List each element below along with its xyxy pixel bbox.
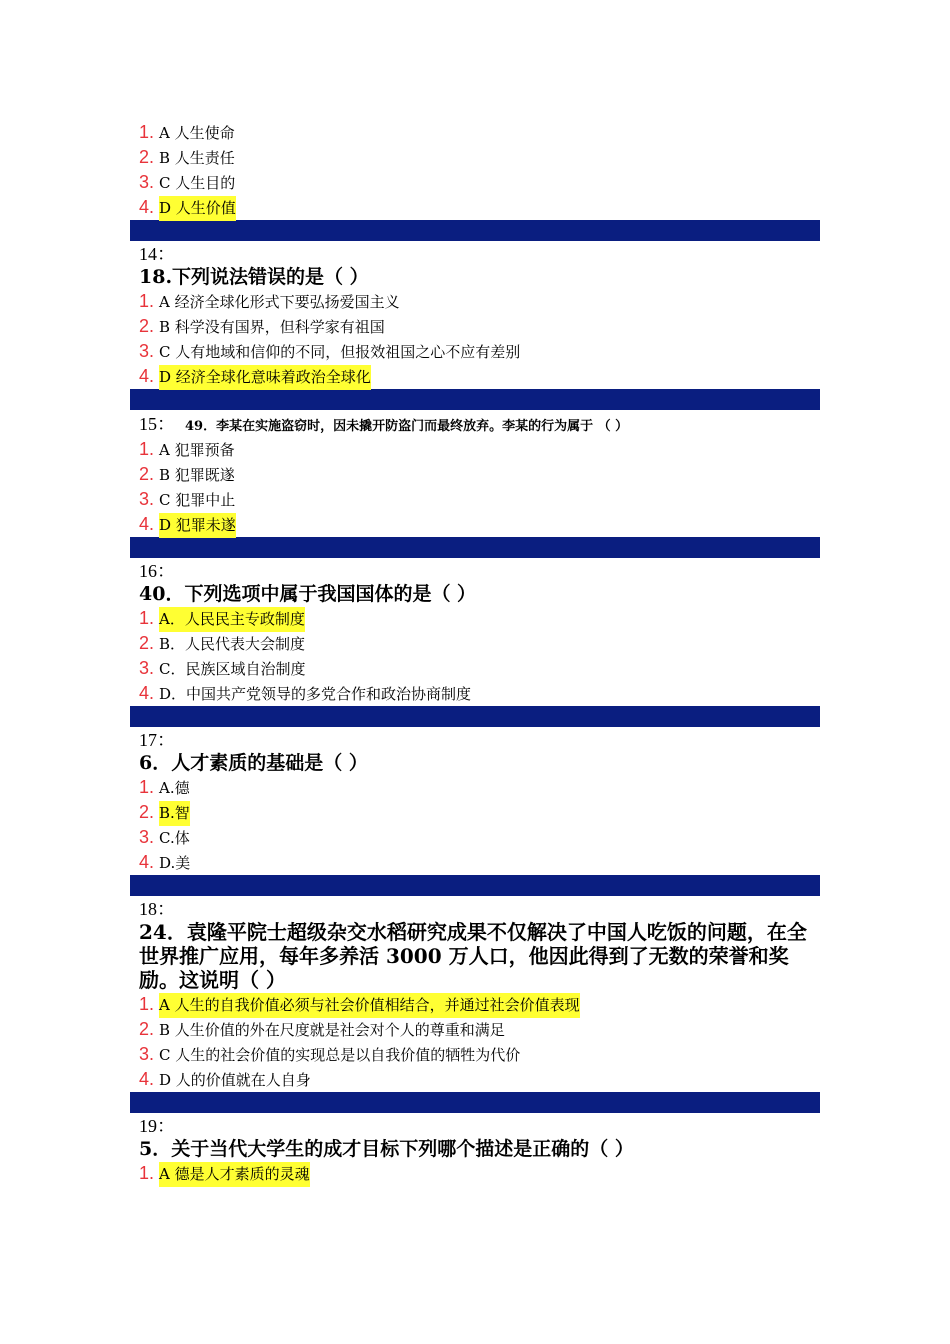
option-text: B 人生责任 — [159, 149, 235, 167]
option-row[interactable] — [130, 1017, 820, 1042]
option-number: 2. — [139, 316, 155, 336]
option-number: 1. — [139, 608, 155, 628]
option-row[interactable] — [130, 512, 820, 537]
option-text-highlighted: A 人生的自我价值必须与社会价值相结合，并通过社会价值表现 — [159, 993, 580, 1018]
option-text: B 犯罪既遂 — [159, 466, 235, 484]
question-text: 18.下列说法错误的是（ ） — [139, 266, 369, 288]
option-number: 4. — [139, 852, 155, 872]
option-number: 3. — [139, 1044, 155, 1064]
option-number: 1. — [139, 439, 155, 459]
option-number: 3. — [139, 489, 155, 509]
option-number: 2. — [139, 802, 155, 822]
option-row[interactable] — [130, 145, 820, 170]
option-row[interactable] — [130, 364, 820, 389]
option-text: A 人生使命 — [159, 124, 235, 142]
option-row[interactable] — [130, 289, 820, 314]
option-text: B 人生价值的外在尺度就是社会对个人的尊重和满足 — [159, 1021, 505, 1039]
option-text: C 人生目的 — [159, 174, 236, 192]
option-text: A 经济全球化形式下要弘扬爱国主义 — [159, 293, 400, 311]
option-text-highlighted: B.智 — [159, 801, 190, 826]
option-row[interactable] — [130, 437, 820, 462]
option-text-highlighted: D 经济全球化意味着政治全球化 — [159, 365, 371, 390]
option-text: C．民族区域自治制度 — [159, 660, 306, 678]
option-row[interactable] — [130, 339, 820, 364]
option-text: B．人民代表大会制度 — [159, 635, 306, 653]
separator-bar — [130, 875, 820, 896]
option-number: 3. — [139, 172, 155, 192]
option-number: 4. — [139, 683, 155, 703]
option-text-highlighted: D 人生价值 — [159, 196, 236, 221]
option-number: 3. — [139, 341, 155, 361]
option-number: 1. — [139, 291, 155, 311]
question-header — [130, 412, 820, 437]
option-number: 4. — [139, 1069, 155, 1089]
question-text: 5．关于当代大学生的成才目标下列哪个描述是正确的（ ） — [139, 1138, 634, 1160]
question-number: 15： — [139, 414, 175, 434]
option-row[interactable] — [130, 656, 820, 681]
question-17 — [130, 729, 820, 875]
option-number: 3. — [139, 658, 155, 678]
question-number: 19： — [139, 1116, 175, 1136]
option-row[interactable] — [130, 1042, 820, 1067]
separator-bar — [130, 537, 820, 558]
question-text: 6．人才素质的基础是（ ） — [139, 752, 368, 774]
option-number: 1. — [139, 994, 155, 1014]
option-text: A 犯罪预备 — [159, 441, 235, 459]
option-text: C 人有地域和信仰的不同，但报效祖国之心不应有差别 — [159, 343, 521, 361]
question-13-options — [130, 120, 820, 220]
quiz-document — [130, 120, 820, 1186]
question-text: 49．李某在实施盗窃时，因未撬开防盗门而最终放弃。李某的行为属于 （ ） — [185, 419, 629, 434]
option-row[interactable] — [130, 1161, 820, 1186]
separator-bar — [130, 389, 820, 410]
option-text: A.德 — [159, 779, 190, 797]
option-number: 2. — [139, 464, 155, 484]
option-row[interactable] — [130, 170, 820, 195]
option-number: 2. — [139, 633, 155, 653]
option-row[interactable] — [130, 120, 820, 145]
option-number: 3. — [139, 827, 155, 847]
option-number: 2. — [139, 147, 155, 167]
question-18 — [130, 898, 820, 1092]
question-15 — [130, 412, 820, 537]
option-row[interactable] — [130, 631, 820, 656]
option-row[interactable] — [130, 314, 820, 339]
separator-bar — [130, 706, 820, 727]
option-row[interactable] — [130, 681, 820, 706]
option-text: B 科学没有国界，但科学家有祖国 — [159, 318, 385, 336]
question-19 — [130, 1115, 820, 1186]
option-text: D.美 — [159, 854, 191, 872]
option-number: 4. — [139, 366, 155, 386]
option-text: C.体 — [159, 829, 190, 847]
separator-bar — [130, 1092, 820, 1113]
option-row[interactable] — [130, 825, 820, 850]
option-number: 4. — [139, 197, 155, 217]
question-number: 16： — [139, 561, 175, 581]
question-text: 24．袁隆平院士超级杂交水稻研究成果不仅解决了中国人吃饭的问题，在全世界推广应用，每年多养活 3000 万人口，他因此得到了无数的荣誉和奖励。这说明（ ） — [139, 920, 807, 992]
option-text: C 人生的社会价值的实现总是以自我价值的牺牲为代价 — [159, 1046, 521, 1064]
question-number: 14： — [139, 244, 175, 264]
option-row[interactable] — [130, 775, 820, 800]
option-text: D．中国共产党领导的多党合作和政治协商制度 — [159, 685, 472, 703]
option-row[interactable] — [130, 992, 820, 1017]
option-text-highlighted: D 犯罪未遂 — [159, 513, 236, 538]
question-number: 18： — [139, 899, 175, 919]
option-number: 1. — [139, 1163, 155, 1183]
option-text-highlighted: A 德是人才素质的灵魂 — [159, 1162, 310, 1187]
question-number: 17： — [139, 730, 175, 750]
option-row[interactable] — [130, 487, 820, 512]
option-row[interactable] — [130, 195, 820, 220]
option-text-highlighted: A．人民民主专政制度 — [159, 607, 305, 632]
option-text: D 人的价值就在人自身 — [159, 1071, 311, 1089]
question-14 — [130, 243, 820, 389]
separator-bar — [130, 220, 820, 241]
option-number: 2. — [139, 1019, 155, 1039]
option-number: 1. — [139, 777, 155, 797]
option-row[interactable] — [130, 1067, 820, 1092]
option-number: 1. — [139, 122, 155, 142]
option-row[interactable] — [130, 462, 820, 487]
option-text: C 犯罪中止 — [159, 491, 236, 509]
option-number: 4. — [139, 514, 155, 534]
option-row[interactable] — [130, 606, 820, 631]
question-16 — [130, 560, 820, 706]
question-text: 40．下列选项中属于我国国体的是（ ） — [139, 583, 477, 605]
option-row[interactable] — [130, 850, 820, 875]
option-row[interactable] — [130, 800, 820, 825]
